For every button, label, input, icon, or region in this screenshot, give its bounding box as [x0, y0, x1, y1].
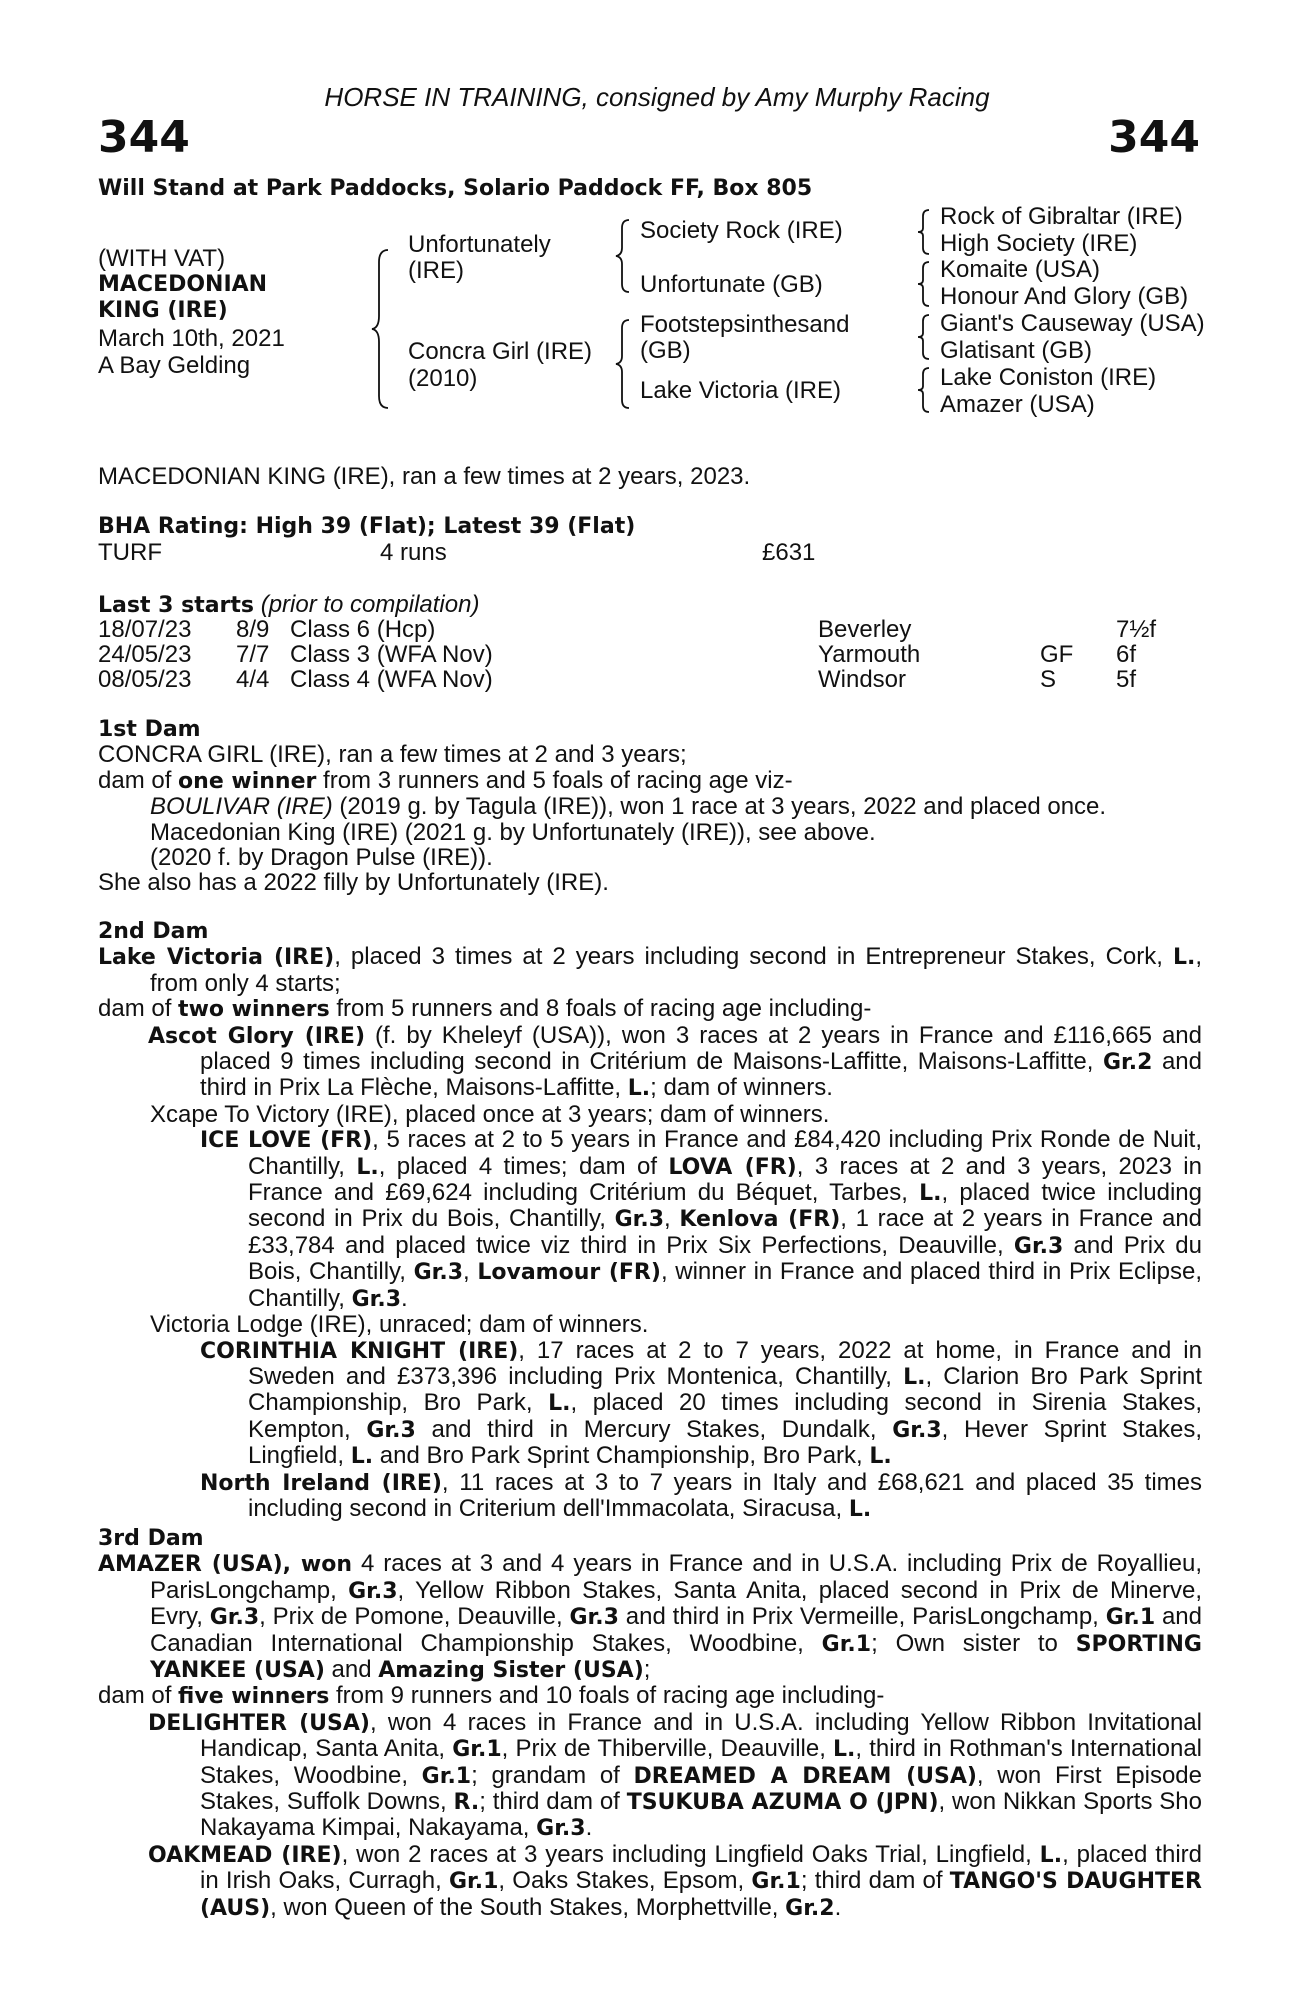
g3-1: Rock of Gibraltar (IRE) [940, 203, 1183, 230]
rating-earnings: £631 [762, 539, 816, 566]
last-starts-subtitle: (prior to compilation) [260, 591, 480, 618]
dam-sire-line1: Footstepsinthesand [640, 311, 850, 338]
sire-dam: Unfortunate (GB) [640, 271, 823, 298]
g3-brace-4 [916, 366, 932, 414]
dam-line2: (2010) [408, 365, 478, 392]
rating-surface: TURF [98, 539, 162, 566]
start-position: 4/4 [236, 666, 270, 693]
second-dam-lake-victoria: Lake Victoria (IRE), placed 3 times at 2 years including second in Entrepreneur Stakes, Cork, L., from only 4 starts; [98, 943, 1203, 997]
g3-6: Glatisant (GB) [940, 337, 1093, 364]
g3-5: Giant's Causeway (USA) [940, 310, 1205, 337]
start-class: Class 6 (Hcp) [290, 616, 436, 643]
produce-2022-filly: She also has a 2022 filly by Unfortunately (IRE). [98, 869, 609, 897]
g3-3: Komaite (USA) [940, 256, 1101, 283]
sire-parents-brace [614, 218, 632, 294]
start-position: 8/9 [236, 616, 270, 643]
produce-victoria-lodge: Victoria Lodge (IRE), unraced; dam of winners. [150, 1311, 649, 1339]
sire-line1: Unfortunately [408, 231, 551, 258]
g3-brace-3 [916, 313, 932, 361]
produce-macedonian-king: Macedonian King (IRE) (2021 g. by Unfortunately (IRE)), see above. [150, 818, 876, 846]
second-dam-produce-line: dam of two winners from 5 runners and 8 foals of racing age including- [98, 995, 872, 1023]
produce-corinthia-knight: CORINTHIA KNIGHT (IRE), 17 races at 2 to 7 years, 2022 at home, in France and in Sweden and £373,396 including Prix Montenica, Chantilly, L., Clarion Bro Park Sprint Championship, Bro Park, L., placed 20 times including second in Sirenia Stakes, Kempton, Gr.3 and third in Mercury Stakes, Dundalk, Gr.3, Hever Sprint Stakes, Lingfield, L. and Bro Park Sprint Championship, Bro Park, L. [200, 1336, 1202, 1470]
first-dam-line: CONCRA GIRL (IRE), ran a few times at 2 and 3 years; [98, 741, 687, 769]
start-row [0, 617, 1314, 642]
vat-note: (WITH VAT) [98, 245, 226, 272]
horse-dob: March 10th, 2021 [98, 325, 285, 352]
third-dam-amazer: AMAZER (USA), won 4 races at 3 and 4 years in France and in U.S.A. including Prix de Royallieu, ParisLongchamp, Gr.3, Yellow Ribbon Stakes, Santa Anita, placed second in Prix de Minerve, Evry, Gr.3, Prix de Pomone, Deauville, Gr.3 and third in Prix Vermeille, ParisLongchamp, Gr.1 and Canadian International Championship Stakes, Woodbine, Gr.1; Own sister to SPORTING YANKEE (USA) and Amazing Sister (USA); [98, 1550, 1203, 1684]
sire-dam-brace [370, 248, 392, 410]
last-starts-title: Last 3 starts [98, 593, 255, 618]
g3-8: Amazer (USA) [940, 391, 1095, 418]
g3-4: Honour And Glory (GB) [940, 283, 1189, 310]
start-row [0, 642, 1314, 667]
first-dam-produce-line: dam of one winner from 3 runners and 5 foals of racing age viz- [98, 766, 793, 794]
start-row [0, 667, 1314, 692]
produce-2020-filly: (2020 f. by Dragon Pulse (IRE)). [150, 844, 493, 872]
first-dam-section [98, 717, 1202, 896]
start-going: S [1040, 666, 1057, 693]
produce-ascot-glory: Ascot Glory (IRE) (f. by Kheleyf (USA)), won 3 races at 2 years in France and £116,665 and placed 9 times including second in Critérium de Maisons-Laffitte, Maisons-Laffitte, Gr.2 and third in Prix La Flèche, Maisons-Laffitte, L.; dam of winners. [148, 1021, 1202, 1102]
start-distance: 6f [1116, 641, 1137, 668]
sire-sire: Society Rock (IRE) [640, 217, 843, 244]
produce-boulivar: BOULIVAR (IRE) (2019 g. by Tagula (IRE)), won 1 race at 3 years, 2022 and placed once. [150, 793, 1107, 821]
produce-xcape-to-victory: Xcape To Victory (IRE), placed once at 3 years; dam of winners. [150, 1100, 830, 1128]
bha-rating: BHA Rating: High 39 (Flat); Latest 39 (Flat) [98, 514, 636, 539]
produce-north-ireland: North Ireland (IRE), 11 races at 3 to 7 years in Italy and £68,621 and placed 35 times including second in Criterium dell'Immacolata, Siracusa, L. [200, 1468, 1202, 1522]
g3-7: Lake Coniston (IRE) [940, 364, 1157, 391]
produce-ice-love: ICE LOVE (FR), 5 races at 2 to 5 years in France and £84,420 including Prix Ronde de Nuit, Chantilly, L., placed 4 times; dam of LOVA (FR), 3 races at 2 and 3 years, 2023 in France and £69,624 including Critérium du Béquet, Tarbes, L., placed twice including second in Prix du Bois, Chantilly, Gr.3, Kenlova (FR), 1 race at 2 years in France and £33,784 and placed twice viz third in Prix Six Perfections, Deauville, Gr.3 and Prix du Bois, Chantilly, Gr.3, Lovamour (FR), winner in France and placed third in Prix Eclipse, Chantilly, Gr.3. [200, 1126, 1203, 1312]
start-date: 18/07/23 [98, 616, 192, 643]
start-position: 7/7 [236, 641, 270, 668]
start-date: 24/05/23 [98, 641, 192, 668]
g3-2: High Society (IRE) [940, 230, 1138, 257]
start-distance: 5f [1116, 666, 1137, 693]
start-class: Class 4 (WFA Nov) [290, 666, 493, 693]
dam-parents-brace [614, 318, 632, 410]
second-dam-heading: 2nd Dam [98, 919, 209, 944]
start-course: Windsor [818, 666, 907, 693]
third-dam-produce-line: dam of five winners from 9 runners and 10 foals of racing age including- [98, 1682, 885, 1710]
third-dam-section [98, 1526, 1202, 1921]
rating-runs: 4 runs [380, 539, 447, 566]
second-dam-section [98, 919, 1202, 1522]
sire-line2: (IRE) [408, 257, 464, 284]
last-starts-heading [98, 591, 479, 619]
first-dam-heading: 1st Dam [98, 717, 201, 742]
dam-dam: Lake Victoria (IRE) [640, 377, 841, 404]
produce-delighter: DELIGHTER (USA), won 4 races in France and in U.S.A. including Yellow Ribbon Invitational Handicap, Santa Anita, Gr.1, Prix de Thiberville, Deauville, L., third in Rothman's International Stakes, Woodbine, Gr.1; grandam of DREAMED A DREAM (USA), won First Episode Stakes, Suffolk Downs, R.; third dam of TSUKUBA AZUMA O (JPN), won Nikkan Sports Sho Nakayama Kimpai, Nakayama, Gr.3. [148, 1708, 1203, 1842]
horse-name-line2: KING (IRE) [98, 298, 228, 323]
lot-number-left: 344 [98, 112, 190, 163]
start-course: Yarmouth [818, 641, 921, 668]
start-date: 08/05/23 [98, 666, 192, 693]
produce-oakmead: OAKMEAD (IRE), won 2 races at 3 years including Lingfield Oaks Trial, Lingfield, L., placed third in Irish Oaks, Curragh, Gr.1, Oaks Stakes, Epsom, Gr.1; third dam of TANGO'S DAUGHTER (AUS), won Queen of the South Stakes, Morphettville, Gr.2. [148, 1840, 1202, 1921]
horse-name-line1: MACEDONIAN [98, 272, 268, 297]
start-course: Beverley [818, 616, 912, 643]
dam-line1: Concra Girl (IRE) [408, 338, 593, 365]
start-distance: 7½f [1116, 616, 1157, 643]
catalogue-header: HORSE IN TRAINING, consigned by Amy Murphy Racing [324, 82, 990, 112]
third-dam-heading: 3rd Dam [98, 1526, 204, 1551]
start-going: GF [1040, 641, 1074, 668]
g3-brace-1 [916, 208, 932, 256]
lot-number-right: 344 [1108, 112, 1200, 163]
race-summary: MACEDONIAN KING (IRE), ran a few times at 2 years, 2023. [98, 463, 751, 490]
stand-location: Will Stand at Park Paddocks, Solario Paddock FF, Box 805 [98, 176, 813, 201]
horse-description: A Bay Gelding [98, 352, 251, 379]
dam-sire-line2: (GB) [640, 337, 691, 364]
start-class: Class 3 (WFA Nov) [290, 641, 493, 668]
g3-brace-2 [916, 260, 932, 308]
